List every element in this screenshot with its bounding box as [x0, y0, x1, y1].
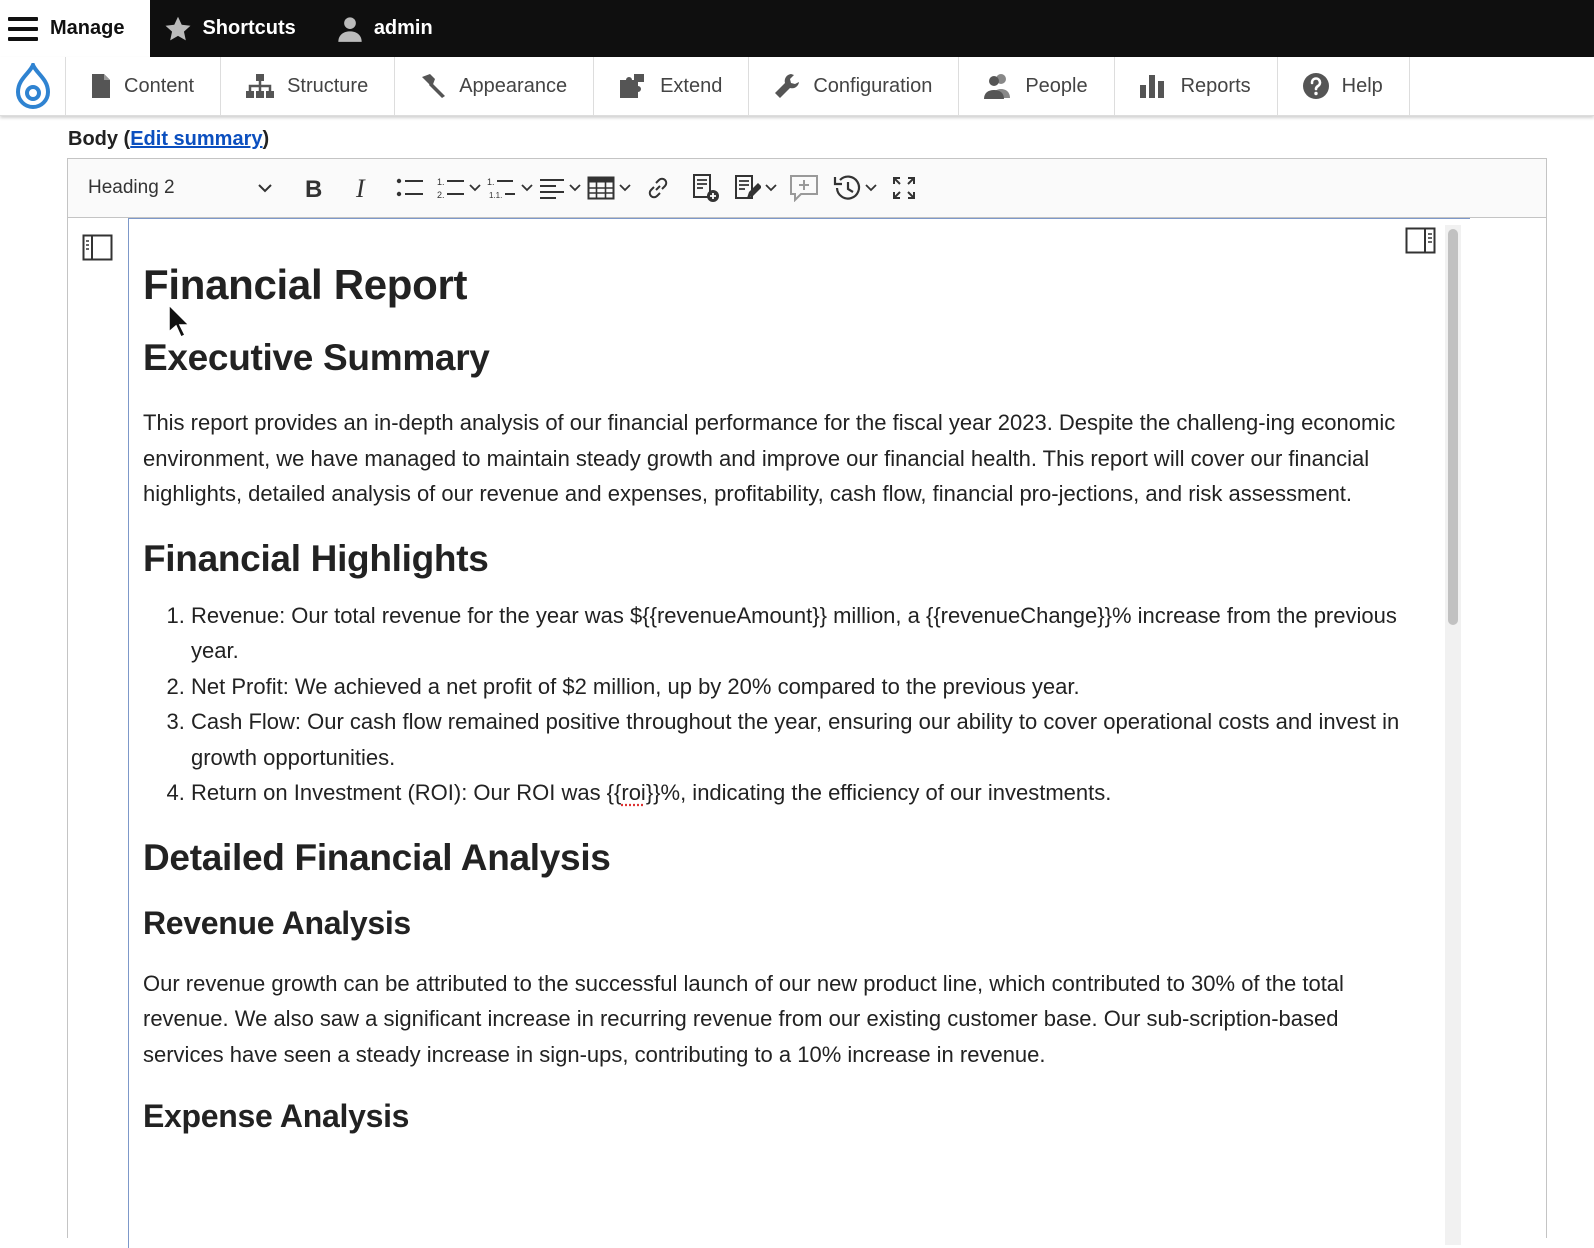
- people-icon: [983, 72, 1013, 100]
- menu-item-label: People: [1025, 74, 1088, 97]
- fullscreen-button[interactable]: [883, 168, 925, 208]
- chevron-down-icon: [865, 184, 877, 192]
- insert-table-button[interactable]: [587, 168, 631, 208]
- multilevel-list-button[interactable]: [487, 168, 533, 208]
- bulleted-list-button[interactable]: [389, 168, 431, 208]
- toolbar-user-label: admin: [373, 17, 433, 39]
- svg-text:2.: 2.: [437, 190, 445, 200]
- list-item[interactable]: 3. Cash Flow: Our cash flow remained positive throughout the year, ensuring our ability to cover operational costs and invest in growth opportunities.: [191, 704, 1403, 775]
- user-icon: [336, 15, 364, 43]
- help-icon: [1302, 72, 1330, 100]
- menu-item-people[interactable]: [959, 57, 1114, 115]
- mouse-pointer-icon: [168, 304, 190, 338]
- document-content[interactable]: [143, 249, 1403, 1159]
- editor-scrollbar[interactable]: [1445, 225, 1461, 1245]
- paren-close: ): [262, 128, 270, 150]
- highlights-list: [143, 598, 1403, 811]
- svg-text:1.1.: 1.1.: [489, 191, 503, 200]
- sitemap-icon: [245, 73, 275, 99]
- menu-item-help[interactable]: [1278, 57, 1410, 115]
- editor-toolbar: [68, 159, 1546, 218]
- template-icon: [691, 173, 721, 203]
- link-icon: [645, 175, 671, 201]
- heading-financial-highlights[interactable]: Financial Highlights: [143, 537, 489, 579]
- numbered-list-icon: [437, 176, 465, 200]
- add-comment-button[interactable]: [783, 168, 825, 208]
- puzzle-icon: [618, 72, 648, 100]
- heading-detailed-analysis[interactable]: Detailed Financial Analysis: [143, 836, 611, 878]
- bar-chart-icon: [1139, 73, 1169, 99]
- heading-executive-summary[interactable]: Executive Summary: [143, 337, 490, 378]
- spellcheck-word[interactable]: roi: [621, 780, 646, 805]
- menu-item-label: Structure: [287, 74, 369, 97]
- bold-button[interactable]: [293, 168, 335, 208]
- multilevel-list-icon: [487, 176, 517, 200]
- chevron-down-icon: [258, 183, 272, 193]
- fullscreen-icon: [892, 176, 916, 200]
- paragraph-revenue-analysis[interactable]: Our revenue growth can be attributed to the successful launch of our new product line, which contributed to 30% of the total revenue. We also saw a significant increase in recurring revenue from our existing customer base. Our sub-scription-based services have seen a steady increase in sign-ups, contributing to a 10% increase in revenue.: [143, 970, 1344, 1067]
- menu-item-configuration[interactable]: [749, 57, 959, 115]
- heading-expense-analysis[interactable]: Expense Analysis: [143, 1098, 410, 1134]
- table-icon: [587, 176, 615, 200]
- svg-text:B: B: [305, 176, 323, 200]
- bold-icon: [303, 176, 325, 200]
- menu-item-label: Reports: [1180, 74, 1251, 97]
- menu-item-structure[interactable]: [221, 57, 395, 115]
- chevron-down-icon: [569, 184, 581, 192]
- track-changes-button[interactable]: [733, 168, 777, 208]
- editor-editable-area[interactable]: [128, 218, 1472, 1248]
- edit-document-icon: [733, 174, 761, 202]
- list-item[interactable]: 2. Net Profit: We achieved a net profit of $2 million, up by 20% compared to the previous year.: [191, 669, 1403, 705]
- document-outline-icon[interactable]: [82, 234, 114, 262]
- admin-menu-tray: [0, 57, 1594, 116]
- toolbar-manage[interactable]: [0, 0, 150, 57]
- heading-dropdown[interactable]: [80, 168, 280, 208]
- list-item[interactable]: [191, 775, 1403, 811]
- chevron-down-icon: [765, 184, 777, 192]
- hamburger-icon: [8, 15, 40, 43]
- history-icon: [831, 174, 861, 202]
- revision-history-button[interactable]: [831, 168, 877, 208]
- menu-item-extend[interactable]: [594, 57, 749, 115]
- scrollbar-thumb[interactable]: [1448, 229, 1458, 625]
- paragraph-executive-summary[interactable]: This report provides an in-depth analysis of our financial performance for the fiscal year 2023. Despite the challeng-ing economic environment, we have managed to maintain steady growth and improve our financial health. This report will cover our financial highlights, detailed analysis of our revenue and expenses, profitability, cash flow, financial pro-jections, and risk assessment.: [143, 410, 1396, 506]
- insert-template-button[interactable]: [685, 168, 727, 208]
- right-panel-icon: [1405, 227, 1437, 255]
- heading-dropdown-value: Heading 2: [88, 177, 175, 198]
- editor-left-gutter: [68, 218, 128, 1248]
- alignment-button[interactable]: [539, 168, 581, 208]
- paintbrush-icon: [419, 73, 447, 99]
- toolbar-user[interactable]: [314, 0, 451, 57]
- numbered-list-button[interactable]: [437, 168, 481, 208]
- bulleted-list-icon: [396, 177, 424, 199]
- doc-title[interactable]: Financial Report: [143, 261, 468, 308]
- menu-item-reports[interactable]: [1115, 57, 1278, 115]
- menu-item-content[interactable]: [66, 57, 221, 115]
- paren-open: (: [118, 128, 131, 150]
- menu-item-label: Appearance: [459, 74, 568, 97]
- drupal-drop-icon: [14, 63, 52, 109]
- admin-toolbar: [0, 0, 1594, 57]
- comment-add-icon: [789, 174, 819, 202]
- file-icon: [90, 73, 112, 99]
- editor-right-gutter: [1470, 218, 1546, 1248]
- body-label-text: Body: [68, 128, 118, 150]
- chevron-down-icon: [521, 184, 533, 192]
- ckeditor: [67, 158, 1547, 1238]
- italic-icon: [351, 176, 373, 200]
- chevron-down-icon: [469, 184, 481, 192]
- svg-text:1.: 1.: [487, 177, 495, 187]
- svg-text:1.: 1.: [437, 177, 445, 187]
- link-button[interactable]: [637, 168, 679, 208]
- roi-text-prefix: Return on Investment (ROI): Our ROI was {{: [191, 780, 622, 805]
- italic-button[interactable]: [341, 168, 383, 208]
- star-icon: [164, 15, 192, 43]
- edit-summary-link[interactable]: Edit summary: [130, 128, 263, 150]
- roi-text-suffix: }}%, indicating the efficiency of our investments.: [645, 780, 1112, 805]
- svg-text:I: I: [356, 176, 365, 200]
- align-left-icon: [539, 177, 565, 199]
- sidebar-toggle[interactable]: [1405, 227, 1437, 260]
- menu-item-label: Content: [124, 74, 195, 97]
- toolbar-shortcuts[interactable]: [150, 0, 313, 57]
- toolbar-shortcuts-label: Shortcuts: [202, 17, 296, 39]
- toolbar-manage-label: Manage: [50, 17, 125, 39]
- list-item[interactable]: 1. Revenue: Our total revenue for the year was ${{revenueAmount}} million, a {{revenueChange}}% increase from the previous year.: [191, 598, 1403, 669]
- menu-item-label: Help: [1341, 74, 1383, 97]
- chevron-down-icon: [619, 184, 631, 192]
- wrench-icon: [773, 72, 801, 100]
- body-field-label: [68, 128, 269, 151]
- heading-revenue-analysis[interactable]: Revenue Analysis: [143, 904, 411, 941]
- menu-item-label: Extend: [660, 74, 723, 97]
- menu-item-appearance[interactable]: [395, 57, 594, 115]
- drupal-logo[interactable]: [0, 57, 66, 115]
- menu-item-label: Configuration: [813, 74, 933, 97]
